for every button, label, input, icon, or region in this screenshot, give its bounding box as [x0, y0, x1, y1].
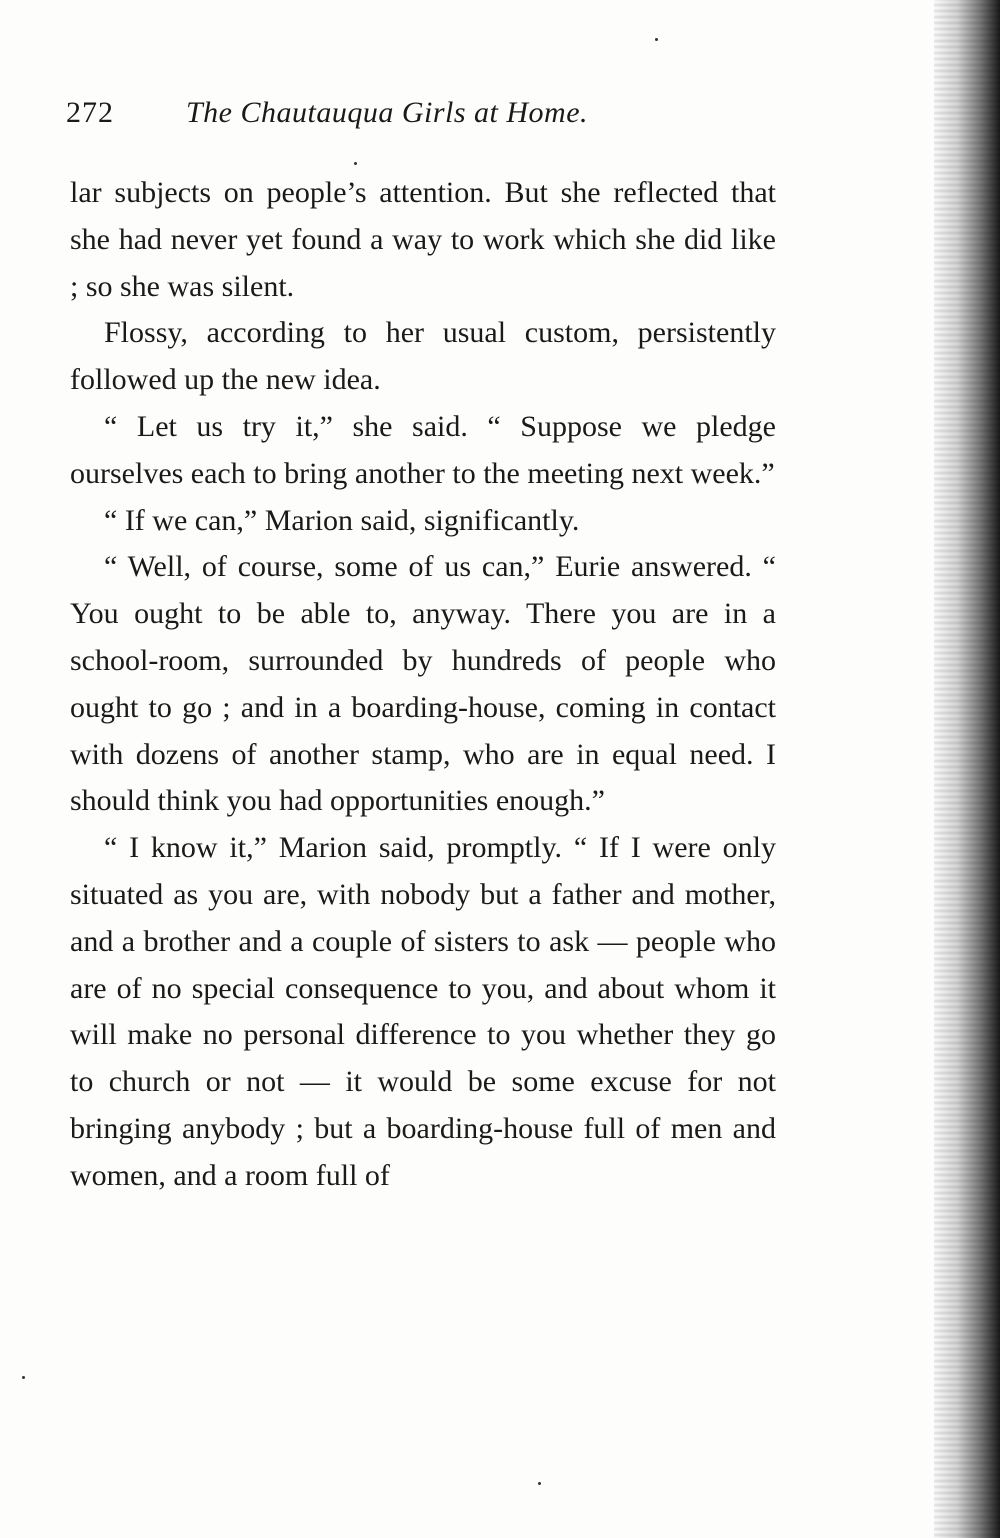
dust-speck	[655, 38, 658, 41]
scanned-page-edge	[934, 0, 1000, 1538]
dust-speck	[354, 162, 357, 165]
running-title: The Chautauqua Girls at Home.	[186, 96, 589, 129]
page-header	[66, 96, 706, 140]
dust-speck	[22, 1376, 25, 1379]
body-text	[70, 170, 776, 1200]
paragraph-3: “ Let us try it,” she said. “ Suppose we pledge ourselves each to bring another to the meeting next week.”	[70, 409, 776, 490]
dust-speck	[538, 1482, 541, 1485]
page-number: 272	[66, 96, 114, 129]
paragraph-5: “ Well, of course, some of us can,” Eurie answered. “ You ought to be able to, anyway. There you are in a school-room, surrounded by hundreds of people who ought to go ; and in a boarding-house, coming in contact with dozens of another stamp, who are in equal need. I should think you had opportunities enough.”	[70, 550, 776, 818]
paragraph-4: “ If we can,” Marion said, significantly.	[104, 503, 580, 537]
paragraph-2: Flossy, according to her usual custom, persistently followed up the new idea.	[70, 316, 776, 397]
paragraph-1: lar subjects on people’s attention. But she reflected that she had never yet found a way to work which she did like ; so she was silent.	[70, 176, 776, 303]
paragraph-6: “ I know it,” Marion said, promptly. “ If I were only situated as you are, with nobody but a father and mother, and a brother and a couple of sisters to ask — people who are of no special consequence to you, and about whom it will make no personal difference to you whether they go to church or not — it would be some excuse for not bringing anybody ; but a boarding-house full of men and women, and a room full of	[70, 831, 776, 1192]
